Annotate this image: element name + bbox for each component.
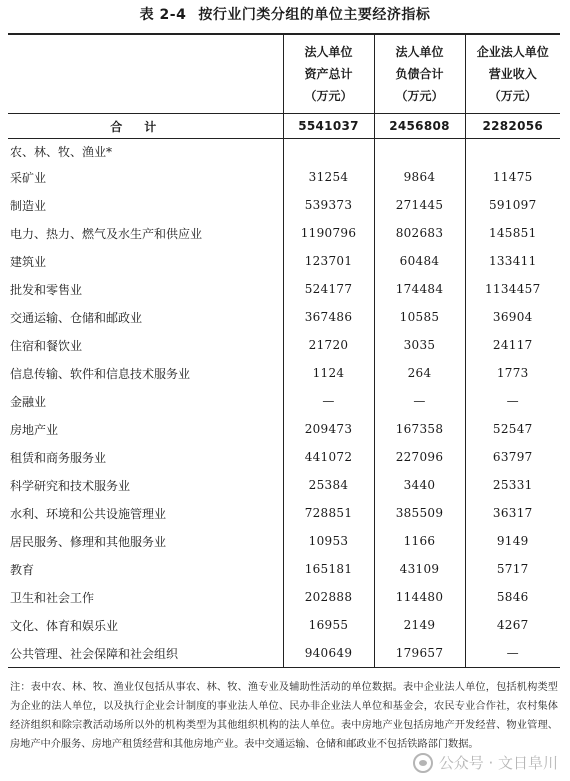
revenue-cell: — — [465, 387, 560, 415]
liabilities-cell: 385509 — [374, 499, 465, 527]
liabilities-cell: 264 — [374, 359, 465, 387]
industry-name: 金融业 — [10, 394, 47, 409]
industry-name: 农、林、牧、渔业* — [10, 144, 113, 159]
table-row — [8, 191, 560, 219]
table-row — [8, 583, 560, 611]
liabilities-cell: 174484 — [374, 275, 465, 303]
revenue-cell: 24117 — [465, 331, 560, 359]
industry-name: 租赁和商务服务业 — [10, 450, 107, 465]
industry-name: 水利、环境和公共设施管理业 — [10, 506, 167, 521]
liabilities-cell: — — [374, 387, 465, 415]
revenue-cell: 11475 — [465, 163, 560, 191]
liabilities-cell: 43109 — [374, 555, 465, 583]
liabilities-cell: 2149 — [374, 611, 465, 639]
liabilities-cell: 179657 — [374, 639, 465, 668]
revenue-cell: 36904 — [465, 303, 560, 331]
table-row — [8, 611, 560, 639]
liabilities-cell: 114480 — [374, 583, 465, 611]
total-label: 合计 — [8, 114, 283, 139]
assets-cell: 728851 — [283, 499, 374, 527]
liabilities-cell: 802683 — [374, 219, 465, 247]
header-assets: 法人单位 资产总计 （万元） — [283, 34, 374, 114]
liabilities-cell: 1166 — [374, 527, 465, 555]
table-row — [8, 415, 560, 443]
table-number: 表 2-4 — [139, 7, 187, 23]
table-row — [8, 555, 560, 583]
table-row — [8, 471, 560, 499]
header-industry — [8, 34, 283, 114]
watermark — [413, 752, 558, 773]
assets-cell: 1124 — [283, 359, 374, 387]
table-row — [8, 443, 560, 471]
assets-cell: 524177 — [283, 275, 374, 303]
liabilities-cell: 10585 — [374, 303, 465, 331]
revenue-cell: 5846 — [465, 583, 560, 611]
industry-name: 住宿和餐饮业 — [10, 338, 83, 353]
indicator-table — [8, 33, 560, 668]
revenue-cell: 145851 — [465, 219, 560, 247]
industry-name: 交通运输、仓储和邮政业 — [10, 310, 143, 325]
revenue-cell: 36317 — [465, 499, 560, 527]
revenue-cell: — — [465, 639, 560, 668]
industry-name: 建筑业 — [10, 254, 47, 269]
industry-name: 采矿业 — [10, 170, 47, 185]
assets-cell: 165181 — [283, 555, 374, 583]
revenue-cell: 1773 — [465, 359, 560, 387]
industry-name: 房地产业 — [10, 422, 59, 437]
total-revenue: 2282056 — [465, 114, 560, 139]
revenue-cell: 63797 — [465, 443, 560, 471]
assets-cell: 367486 — [283, 303, 374, 331]
liabilities-cell: 271445 — [374, 191, 465, 219]
table-title-text: 按行业门类分组的单位主要经济指标 — [198, 7, 431, 23]
table-row — [8, 219, 560, 247]
liabilities-cell: 9864 — [374, 163, 465, 191]
table-title — [0, 4, 570, 24]
liabilities-cell: 167358 — [374, 415, 465, 443]
table-row — [8, 359, 560, 387]
liabilities-cell: 60484 — [374, 247, 465, 275]
assets-cell: 940649 — [283, 639, 374, 668]
liabilities-cell: 3440 — [374, 471, 465, 499]
table-row — [8, 527, 560, 555]
header-revenue: 企业法人单位 营业收入 （万元） — [465, 34, 560, 114]
revenue-cell: 133411 — [465, 247, 560, 275]
industry-name: 批发和零售业 — [10, 282, 83, 297]
wechat-icon — [413, 753, 433, 773]
industry-name: 文化、体育和娱乐业 — [10, 618, 119, 633]
total-liabilities: 2456808 — [374, 114, 465, 139]
assets-cell — [283, 139, 374, 164]
table-row — [8, 639, 560, 668]
table-row — [8, 331, 560, 359]
assets-cell: 209473 — [283, 415, 374, 443]
table-note: 注：表中农、林、牧、渔业仅包括从事农、林、牧、渔专业及辅助性活动的单位数据。表中企业法人单位，包括机构类型为企业的法人单位，以及执行企业会计制度的事业法人单位、民办非企业法人单位和基金会，农民专业合作社，农村集体经济组织和除宗教活动场所以外的机构类型为其他组织机构的法人单位。表中房地产业包括房地产开发经营、物业管理、房地产中介服务、房地产租赁经营和其他房地产业。表中交通运输、仓储和邮政业不包括铁路部门数据。 — [10, 682, 558, 750]
assets-cell: 31254 — [283, 163, 374, 191]
assets-cell: 25384 — [283, 471, 374, 499]
industry-name: 科学研究和技术服务业 — [10, 478, 131, 493]
industry-name: 信息传输、软件和信息技术服务业 — [10, 366, 191, 381]
assets-cell: — — [283, 387, 374, 415]
liabilities-cell: 227096 — [374, 443, 465, 471]
industry-name: 卫生和社会工作 — [10, 590, 95, 605]
watermark-text: 公众号 · 文日阜川 — [438, 754, 558, 772]
revenue-cell: 591097 — [465, 191, 560, 219]
assets-cell: 123701 — [283, 247, 374, 275]
table-row — [8, 247, 560, 275]
liabilities-cell: 3035 — [374, 331, 465, 359]
assets-cell: 539373 — [283, 191, 374, 219]
industry-name: 公共管理、社会保障和社会组织 — [8, 639, 283, 668]
table-header-row — [8, 34, 560, 114]
table-row — [8, 275, 560, 303]
industry-name: 居民服务、修理和其他服务业 — [10, 534, 167, 549]
header-liabilities: 法人单位 负债合计 （万元） — [374, 34, 465, 114]
revenue-cell: 1134457 — [465, 275, 560, 303]
revenue-cell — [465, 139, 560, 164]
revenue-cell: 25331 — [465, 471, 560, 499]
assets-cell: 441072 — [283, 443, 374, 471]
industry-name: 教育 — [10, 562, 35, 577]
revenue-cell: 9149 — [465, 527, 560, 555]
assets-cell: 16955 — [283, 611, 374, 639]
revenue-cell: 52547 — [465, 415, 560, 443]
revenue-cell: 4267 — [465, 611, 560, 639]
table-row — [8, 303, 560, 331]
assets-cell: 21720 — [283, 331, 374, 359]
total-assets: 5541037 — [283, 114, 374, 139]
table-row — [8, 139, 560, 164]
table-row — [8, 163, 560, 191]
table-row — [8, 387, 560, 415]
assets-cell: 10953 — [283, 527, 374, 555]
liabilities-cell — [374, 139, 465, 164]
assets-cell: 202888 — [283, 583, 374, 611]
table-row — [8, 499, 560, 527]
revenue-cell: 5717 — [465, 555, 560, 583]
industry-name: 电力、热力、燃气及水生产和供应业 — [10, 226, 203, 241]
assets-cell: 1190796 — [283, 219, 374, 247]
industry-name: 制造业 — [10, 198, 47, 213]
total-row — [8, 114, 560, 139]
